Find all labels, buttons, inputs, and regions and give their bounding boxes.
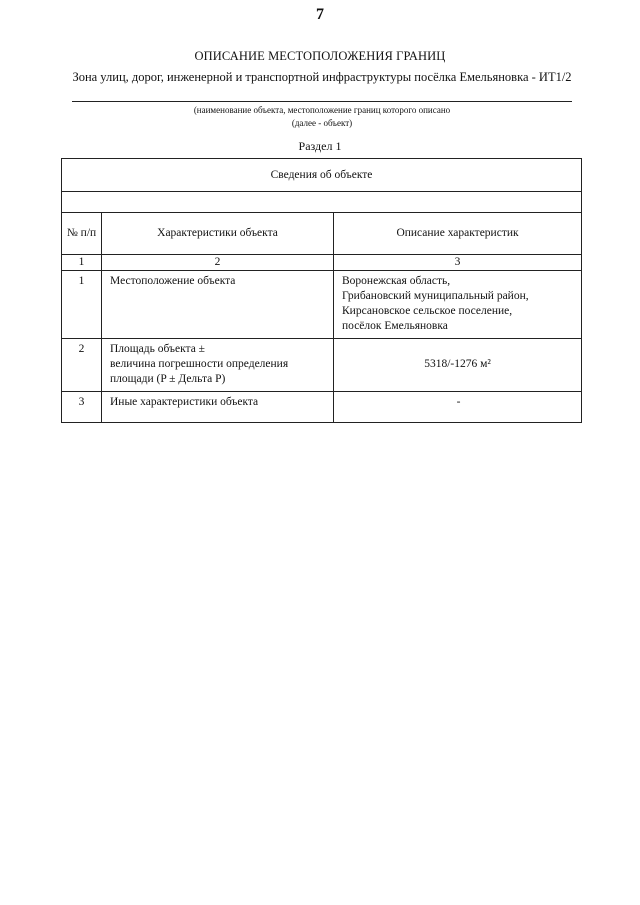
table-row: [62, 339, 582, 392]
object-info-table: [61, 158, 582, 423]
row-characteristic: [102, 339, 334, 392]
row-characteristic: Иные характеристики объекта: [102, 392, 334, 423]
header-characteristic: Характеристики объекта: [102, 213, 334, 255]
object-name-underline: [72, 101, 572, 102]
row-description: [334, 271, 582, 339]
row-num: 3: [62, 392, 102, 423]
table-caption-row: [62, 159, 582, 192]
document-title: ОПИСАНИЕ МЕСТОПОЛОЖЕНИЯ ГРАНИЦ: [194, 49, 446, 63]
caption-line: (далее - объект): [291, 118, 353, 128]
table-header-row: [62, 213, 582, 255]
description-line: Грибановский муниципальный район,: [342, 290, 529, 302]
section-label: Раздел 1: [298, 139, 342, 153]
column-index: 2: [102, 255, 334, 271]
column-index: 3: [334, 255, 582, 271]
table-blank-cell: [62, 192, 582, 213]
row-description: -: [334, 392, 582, 423]
row-num: 2: [62, 339, 102, 392]
row-description: 5318/-1276 м²: [334, 339, 582, 392]
characteristic-line: площади (P ± Дельта P): [110, 373, 226, 385]
table-blank-row: [62, 192, 582, 213]
row-characteristic: Местоположение объекта: [102, 271, 334, 339]
table-caption: Сведения об объекте: [62, 159, 582, 192]
column-index: 1: [62, 255, 102, 271]
table-row: [62, 271, 582, 339]
characteristic-line: величина погрешности определения: [110, 358, 289, 370]
table-row: [62, 392, 582, 423]
table-index-row: [62, 255, 582, 271]
header-description: Описание характеристик: [334, 213, 582, 255]
object-name: Зона улиц, дорог, инженерной и транспортной инфраструктуры посёлка Емельяновка - ИТ1/2: [72, 70, 572, 84]
caption-line: (наименование объекта, местоположение границ которого описано: [193, 105, 451, 115]
description-line: посёлок Емельяновка: [342, 320, 448, 332]
page-number: 7: [316, 6, 324, 23]
row-num: 1: [62, 271, 102, 339]
header-num: № п/п: [62, 213, 102, 255]
object-name-caption: [72, 104, 572, 130]
description-line: Воронежская область,: [342, 275, 451, 287]
characteristic-line: Площадь объекта ±: [110, 343, 205, 355]
description-line: Кирсановское сельское поселение,: [342, 305, 513, 317]
